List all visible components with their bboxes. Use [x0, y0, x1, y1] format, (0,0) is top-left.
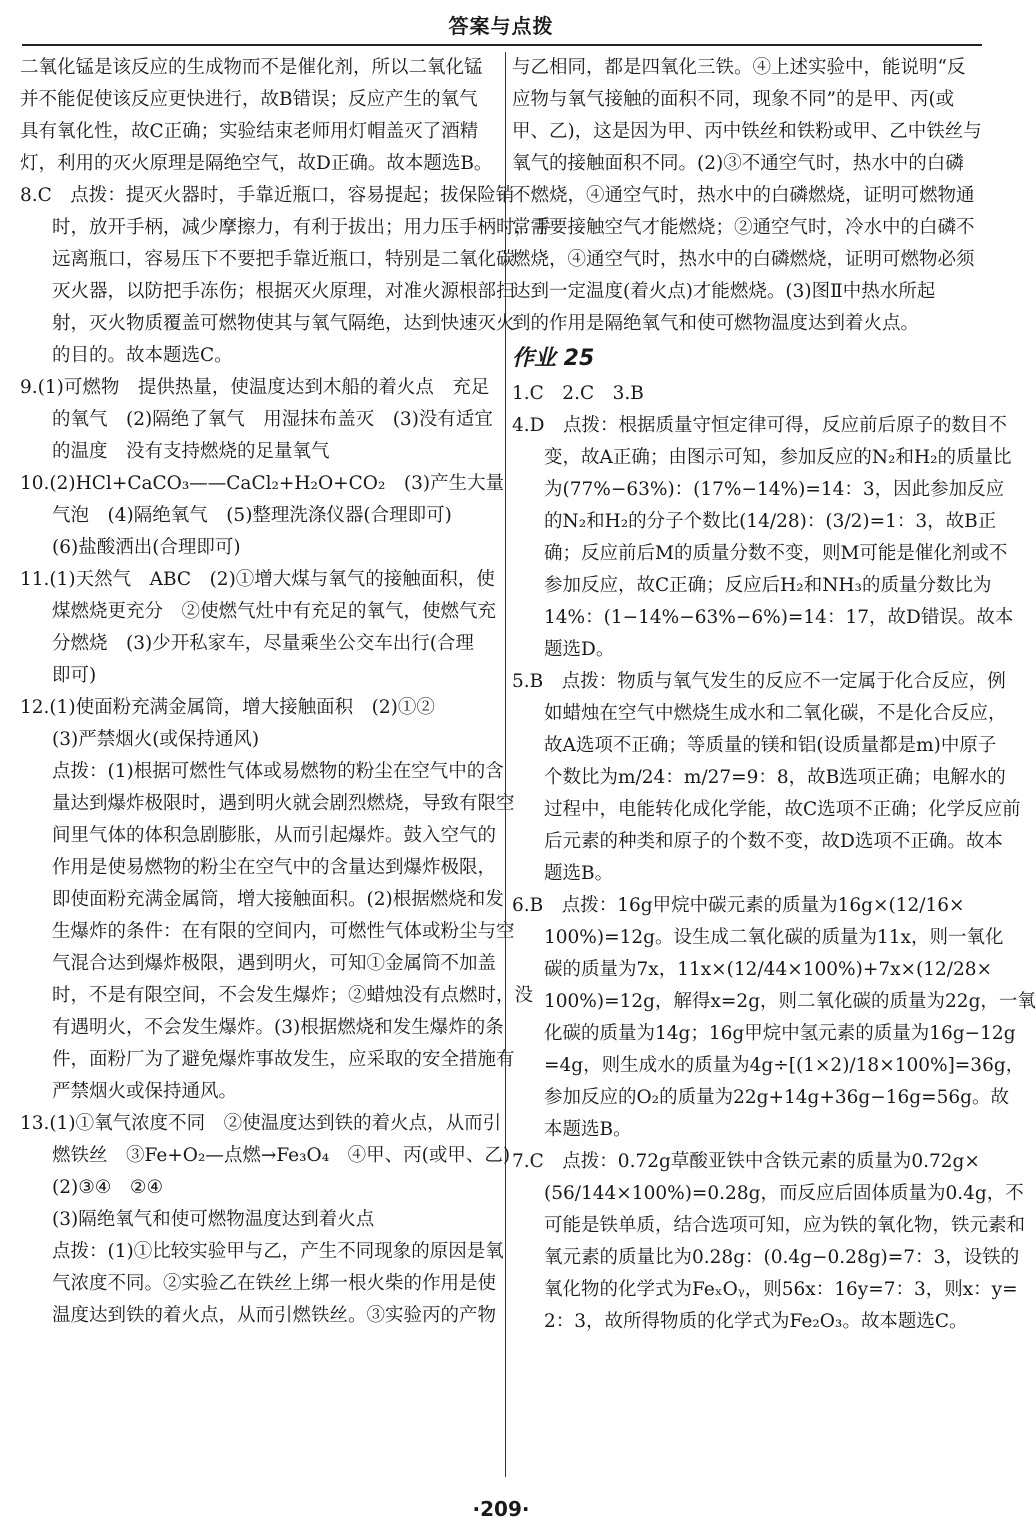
text-line: 8.C 点拨：提灭火器时，手靠近瓶口，容易提起；拔保险销 [20, 185, 515, 206]
text-line: 温度达到铁的着火点，从而引燃铁丝。③实验丙的产物 [52, 1305, 497, 1326]
text-line: 与乙相同，都是四氧化三铁。④上述实验中，能说明“反 [512, 57, 966, 78]
text-line: =4g，则生成水的质量为4g÷[(1×2)/18×100%]=36g， [544, 1055, 1025, 1076]
text-line: 参加反应，故C正确；反应后H₂和NH₃的质量分数比为 [544, 575, 992, 596]
text-line: 燃铁丝 ③Fe+O₂—点燃→Fe₃O₄ ④甲、丙(或甲、乙) [52, 1145, 511, 1166]
text-line: 过程中，电能转化成化学能，故C选项不正确；化学反应前 [544, 799, 1021, 820]
text-line: 如蜡烛在空气中燃烧生成水和二氧化碳，不是化合反应， [544, 703, 1007, 724]
text-line: 的氧气 (2)隔绝了氧气 用湿抹布盖灭 (3)没有适宜 [52, 409, 493, 430]
text-line: 时，放开手柄，减少摩擦力，有利于拔出；用力压手柄时，手 [52, 217, 552, 238]
text-line: 化碳的质量为14g；16g甲烷中氢元素的质量为16g−12g [544, 1023, 1016, 1044]
text-line: 12.(1)使面粉充满金属筒，增大接触面积 (2)①② [20, 697, 435, 718]
text-line: 氧元素的质量比为0.28g：(0.4g−0.28g)=7：3，设铁的 [544, 1247, 1020, 1268]
text-line: 题选D。 [544, 639, 615, 660]
text-line: 的N₂和H₂的分子个数比(14/28)：(3/2)=1：3，故B正 [544, 511, 997, 532]
text-line: 本题选B。 [544, 1119, 632, 1140]
text-line: 11.(1)天然气 ABC (2)①增大煤与氧气的接触面积，使 [20, 569, 495, 590]
text-line: (3)隔绝氧气和使可燃物温度达到着火点 [52, 1209, 375, 1230]
text-line: 常需要接触空气才能燃烧；②通空气时，冷水中的白磷不 [512, 217, 975, 238]
text-line: 点拨：(1)①比较实验甲与乙，产生不同现象的原因是氧 [52, 1241, 504, 1262]
page-number: ·209· [472, 1497, 530, 1521]
text-line: 燃烧，④通空气时，热水中的白磷燃烧，证明可燃物必须 [512, 249, 975, 270]
text-line: 生爆炸的条件：在有限的空间内，可燃性气体或粉尘与空 [52, 921, 515, 942]
text-line: 6.B 点拨：16g甲烷中碳元素的质量为16g×(12/16× [512, 895, 965, 916]
text-line: 后元素的种类和原子的个数不变，故D选项不正确。故本 [544, 831, 1003, 852]
page-header-title: 答案与点拨 [448, 14, 554, 38]
text-line: 应物与氧气接触的面积不同，现象不同”的是甲、丙(或 [512, 89, 955, 110]
text-line: 间里气体的体积急剧膨胀，从而引起爆炸。鼓入空气的 [52, 825, 497, 846]
text-line: 作用是使易燃物的粉尘在空气中的含量达到爆炸极限， [52, 857, 497, 878]
text-line: 确；反应前后M的质量分数不变，则M可能是催化剂或不 [544, 543, 1008, 564]
text-line: 件，面粉厂为了避免爆炸事故发生，应采取的安全措施有 [52, 1049, 515, 1070]
text-line: 射，灭火物质覆盖可燃物使其与氧气隔绝，达到快速灭火 [52, 313, 515, 334]
left-column [20, 52, 552, 1332]
text-line: 参加反应的O₂的质量为22g+14g+36g−16g=56g。故 [544, 1087, 1010, 1108]
text-line: 100%)=12g。设生成二氧化碳的质量为11x，则一氧化 [544, 927, 1004, 948]
text-line: 14%：(1−14%−63%−6%)=14：17，故D错误。故本 [544, 607, 1014, 628]
text-line: 点拨：(1)根据可燃性气体或易燃物的粉尘在空气中的含 [52, 761, 504, 782]
text-line: 到的作用是隔绝氧气和使可燃物温度达到着火点。 [512, 313, 920, 334]
text-line: (6)盐酸洒出(合理即可) [52, 537, 241, 558]
text-line: 个数比为m/24：m/27=9：8，故B选项正确；电解水的 [544, 767, 1006, 788]
text-line: 达到一定温度(着火点)才能燃烧。(3)图Ⅱ中热水所起 [512, 281, 936, 302]
text-line: 题选B。 [544, 863, 614, 884]
text-line: 有遇明火，不会发生爆炸。(3)根据燃烧和发生爆炸的条 [52, 1017, 504, 1038]
text-line: 碳的质量为7x，11x×(12/44×100%)+7x×(12/28× [544, 959, 993, 980]
text-line: 即使面粉充满金属筒，增大接触面积。(2)根据燃烧和发 [52, 889, 504, 910]
text-line: 氧化物的化学式为FeₓOᵧ，则56x：16y=7：3，则x：y= [544, 1279, 1018, 1300]
text-line: 为(77%−63%)：(17%−14%)=14：3，因此参加反应 [544, 479, 1005, 500]
text-line: 量达到爆炸极限时，遇到明火就会剧烈燃烧，导致有限空 [52, 793, 515, 814]
text-line: 变，故A正确；由图示可知，参加反应的N₂和H₂的质量比 [544, 447, 1012, 468]
text-line: 严禁烟火或保持通风。 [52, 1081, 238, 1102]
text-line: 13.(1)①氧气浓度不同 ②使温度达到铁的着火点，从而引 [20, 1113, 502, 1134]
text-line: 具有氧化性，故C正确；实验结束老师用灯帽盖灭了酒精 [20, 121, 479, 142]
text-line: 的目的。故本题选C。 [52, 345, 233, 366]
text-line: 9.(1)可燃物 提供热量，使温度达到木船的着火点 充足 [20, 377, 490, 398]
text-line: 气浓度不同。②实验乙在铁丝上绑一根火柴的作用是使 [52, 1273, 497, 1294]
text-line: 100%)=12g，解得x=2g，则二氧化碳的质量为22g，一氧 [544, 991, 1036, 1012]
text-line: 灭火器，以防把手冻伤；根据灭火原理，对准火源根部扫 [52, 281, 515, 302]
text-line: 不燃烧，④通空气时，热水中的白磷燃烧，证明可燃物通 [512, 185, 975, 206]
text-line: 10.(2)HCl+CaCO₃——CaCl₂+H₂O+CO₂ (3)产生大量 [20, 473, 505, 494]
text-line: 分燃烧 (3)少开私家车，尽量乘坐公交车出行(合理 [52, 633, 474, 654]
text-line: 2：3，故所得物质的化学式为Fe₂O₃。故本题选C。 [544, 1311, 968, 1332]
text-line: 灯，利用的灭火原理是隔绝空气，故D正确。故本题选B。 [20, 153, 493, 174]
homework-answers [512, 378, 1036, 1338]
text-line: 气混合达到爆炸极限，遇到明火，可知①金属筒不加盖 [52, 953, 497, 974]
text-line: 4.D 点拨：根据质量守恒定律可得，反应前后原子的数目不 [512, 415, 1007, 436]
text-line: 时，不是有限空间，不会发生爆炸；②蜡烛没有点燃时，没 [52, 985, 534, 1006]
text-line: 煤燃烧更充分 ②使燃气灶中有充足的氧气，使燃气充 [52, 601, 497, 622]
text-line: 即可) [52, 665, 97, 686]
text-line: 可能是铁单质，结合选项可知，应为铁的氧化物，铁元素和 [544, 1215, 1026, 1236]
right-column-continuation [512, 52, 987, 340]
text-line: 甲、乙)，这是因为甲、丙中铁丝和铁粉或甲、乙中铁丝与 [512, 121, 982, 142]
homework-heading: 作业 25 [512, 346, 595, 371]
text-line: (3)严禁烟火(或保持通风) [52, 729, 260, 750]
text-line: 气泡 (4)隔绝氧气 (5)整理洗涤仪器(合理即可) [52, 505, 452, 526]
right-column [512, 52, 1036, 1338]
text-line: 1.C 2.C 3.B [512, 383, 644, 404]
text-line: 5.B 点拨：物质与氧气发生的反应不一定属于化合反应，例 [512, 671, 1006, 692]
text-line: 7.C 点拨：0.72g草酸亚铁中含铁元素的质量为0.72g× [512, 1151, 980, 1172]
header-rule [22, 44, 982, 46]
text-line: 并不能促使该反应更快进行，故B错误；反应产生的氧气 [20, 89, 478, 110]
text-line: 氧气的接触面积不同。(2)③不通空气时，热水中的白磷 [512, 153, 964, 174]
text-line: 二氧化锰是该反应的生成物而不是催化剂，所以二氧化锰 [20, 57, 483, 78]
text-line: (56/144×100%)=0.28g，而反应后固体质量为0.4g，不 [544, 1183, 1024, 1204]
text-line: (2)③④ ②④ [52, 1177, 164, 1198]
text-line: 故A选项不正确；等质量的镁和铝(设质量都是m)中原子 [544, 735, 997, 756]
text-line: 远离瓶口，容易压下不要把手靠近瓶口，特别是二氧化碳 [52, 249, 515, 270]
text-line: 的温度 没有支持燃烧的足量氧气 [52, 441, 330, 462]
